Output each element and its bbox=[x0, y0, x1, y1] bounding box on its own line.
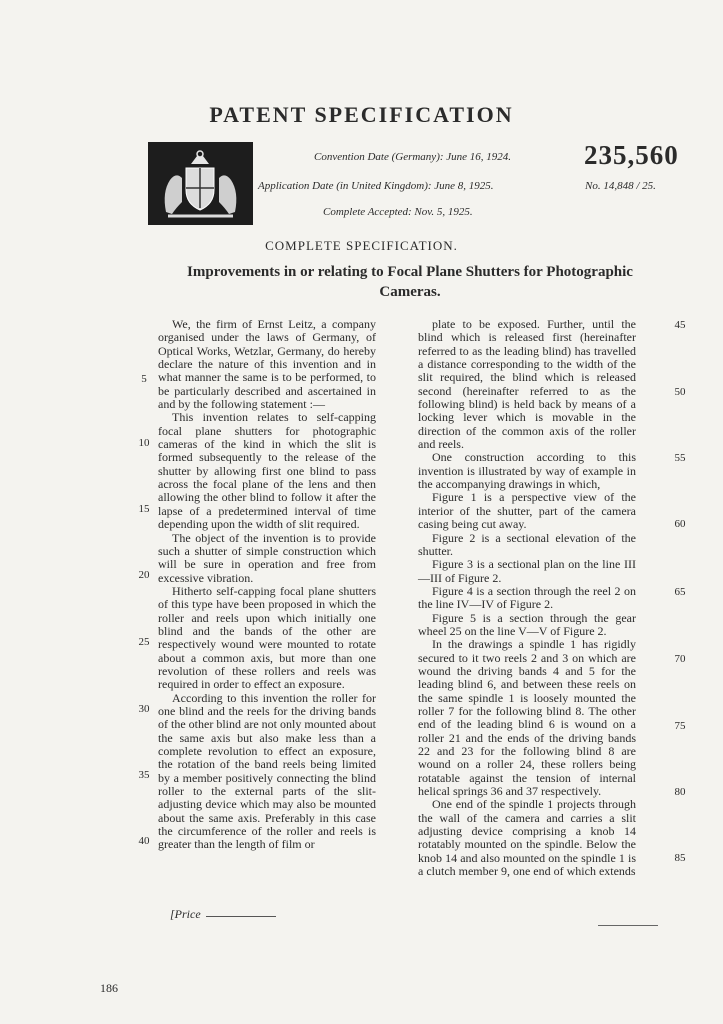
line-number: 75 bbox=[674, 720, 686, 732]
specification-heading: Improvements in or relating to Focal Plane Shutters for Photographic Cameras. bbox=[187, 264, 633, 300]
left-paragraph: Hitherto self-capping focal plane shutters of this type have been proposed in which the roller and reels upon which initially one blind and the bands of the other are respectively wound were mounted to rotate about a common axis, but more than one revolution of these rollers and reels was required in order to effect an exposure. bbox=[158, 583, 376, 692]
application-date: Application Date (in United Kingdom): June 8, 1925. bbox=[258, 180, 494, 192]
right-paragraph: Figure 2 is a sectional elevation of the shutter. bbox=[418, 530, 636, 558]
complete-specification-label: COMPLETE SPECIFICATION. bbox=[265, 238, 458, 253]
line-number: 10 bbox=[138, 437, 150, 449]
right-paragraph: One end of the spindle 1 projects through the wall of the camera and carries a slit adjusting device comprising a knob 14 rotatably mounted on the spindle. Below the knob 14 and also mounted on the spindle 1 is a clutch member 9, one end of which extends bbox=[418, 797, 636, 879]
line-number: 30 bbox=[138, 703, 150, 715]
patent-number: 235,560 bbox=[584, 140, 679, 170]
convention-date: Convention Date (Germany): June 16, 1924. bbox=[314, 151, 512, 163]
right-paragraph: Figure 3 is a sectional plan on the line III—III of Figure 2. bbox=[418, 557, 636, 585]
line-number: 25 bbox=[138, 636, 150, 648]
line-number: 15 bbox=[138, 503, 150, 515]
line-number: 5 bbox=[141, 373, 147, 385]
line-number: 70 bbox=[674, 653, 686, 665]
left-paragraph: This invention relates to self-capping focal plane shutters for photographic cameras of the kind in which the slit is formed subsequently to the release of the shutter by allowing first one blind to pass across the focal plane of the lens and then allowing the other blind to follow it after the lapse of a predetermined interval of time depending upon the width of slit required. bbox=[158, 410, 376, 532]
document-title: PATENT SPECIFICATION bbox=[209, 102, 514, 127]
page-number: 186 bbox=[100, 981, 118, 995]
line-number: 35 bbox=[138, 769, 150, 781]
line-number: 20 bbox=[138, 569, 150, 581]
right-paragraph: In the drawings a spindle 1 has rigidly secured to it two reels 2 and 3 on which are wound the driving bands 4 and 5 for the leading blind 6, and between these reels on the same spindle 1 is loosely mounted the roller 7 for the following blind 8. The other end of the leading blind 6 is wound on a roller 21 and the ends of the driving bands 22 and 23 for the following blind 8 are wound on a roller 24, these rollers being rotatable against the tension of internal helical springs 36 and 37 respectively. bbox=[418, 637, 636, 799]
right-paragraph: Figure 1 is a perspective view of the interior of the shutter, part of the camera casing being cut away. bbox=[418, 490, 636, 532]
line-number: 55 bbox=[674, 452, 686, 464]
right-paragraph: Figure 4 is a section through the reel 2 on the line IV—IV of Figure 2. bbox=[418, 583, 636, 612]
line-number: 65 bbox=[674, 586, 686, 598]
right-paragraph: Figure 5 is a section through the gear wheel 25 on the line V—V of Figure 2. bbox=[418, 610, 636, 638]
royal-coat-of-arms-icon bbox=[148, 142, 253, 225]
line-number: 60 bbox=[674, 518, 686, 530]
divider-line bbox=[598, 925, 658, 926]
right-paragraph: One construction according to this invention is illustrated by way of example in the accompanying drawings in which, bbox=[418, 450, 636, 492]
left-paragraph: According to this invention the roller for one blind and the reels for the driving bands of the other blind are not only mounted about the same axis but also make less than a complete revolution to effect an exposure, the rotation of the band reels being limited by a member positively connecting the blind roller to the external parts of the slit-adjusting device which may also be mounted about the same axis. Preferably in this case the circumference of the roller and reels is greater than the length of film or bbox=[158, 690, 376, 852]
left-paragraph: We, the firm of Ernst Leitz, a company organised under the laws of Germany, of Optical Works, Wetzlar, Germany, do hereby declare the nature of this invention and in what manner the same is to be performed, to be particularly described and ascertained in and by the following statement :— bbox=[158, 317, 376, 412]
price-note: [Price bbox=[170, 907, 201, 921]
line-number: 40 bbox=[138, 835, 150, 847]
right-paragraph: plate to be exposed. Further, until the blind which is released first (hereinafter referred to as the leading blind) has travelled a distance corresponding to the width of the slit required, the blind which is released second (hereinafter referred to as the following blind) is held back by means of a locking lever which is movable in the direction of the common axis of the roller and reels. bbox=[418, 317, 636, 452]
right-text-column bbox=[418, 318, 636, 878]
complete-accepted-date: Complete Accepted: Nov. 5, 1925. bbox=[323, 206, 473, 218]
line-number: 45 bbox=[674, 319, 686, 331]
application-number: No. 14,848 / 25. bbox=[585, 180, 656, 192]
line-number: 85 bbox=[674, 852, 686, 864]
left-text-column bbox=[158, 318, 376, 852]
left-paragraph: The object of the invention is to provide such a shutter of simple construction which will be sure in operation and free from excessive vibration. bbox=[158, 530, 376, 585]
line-number: 50 bbox=[674, 386, 686, 398]
price-rule bbox=[206, 916, 276, 917]
line-number: 80 bbox=[674, 786, 686, 798]
